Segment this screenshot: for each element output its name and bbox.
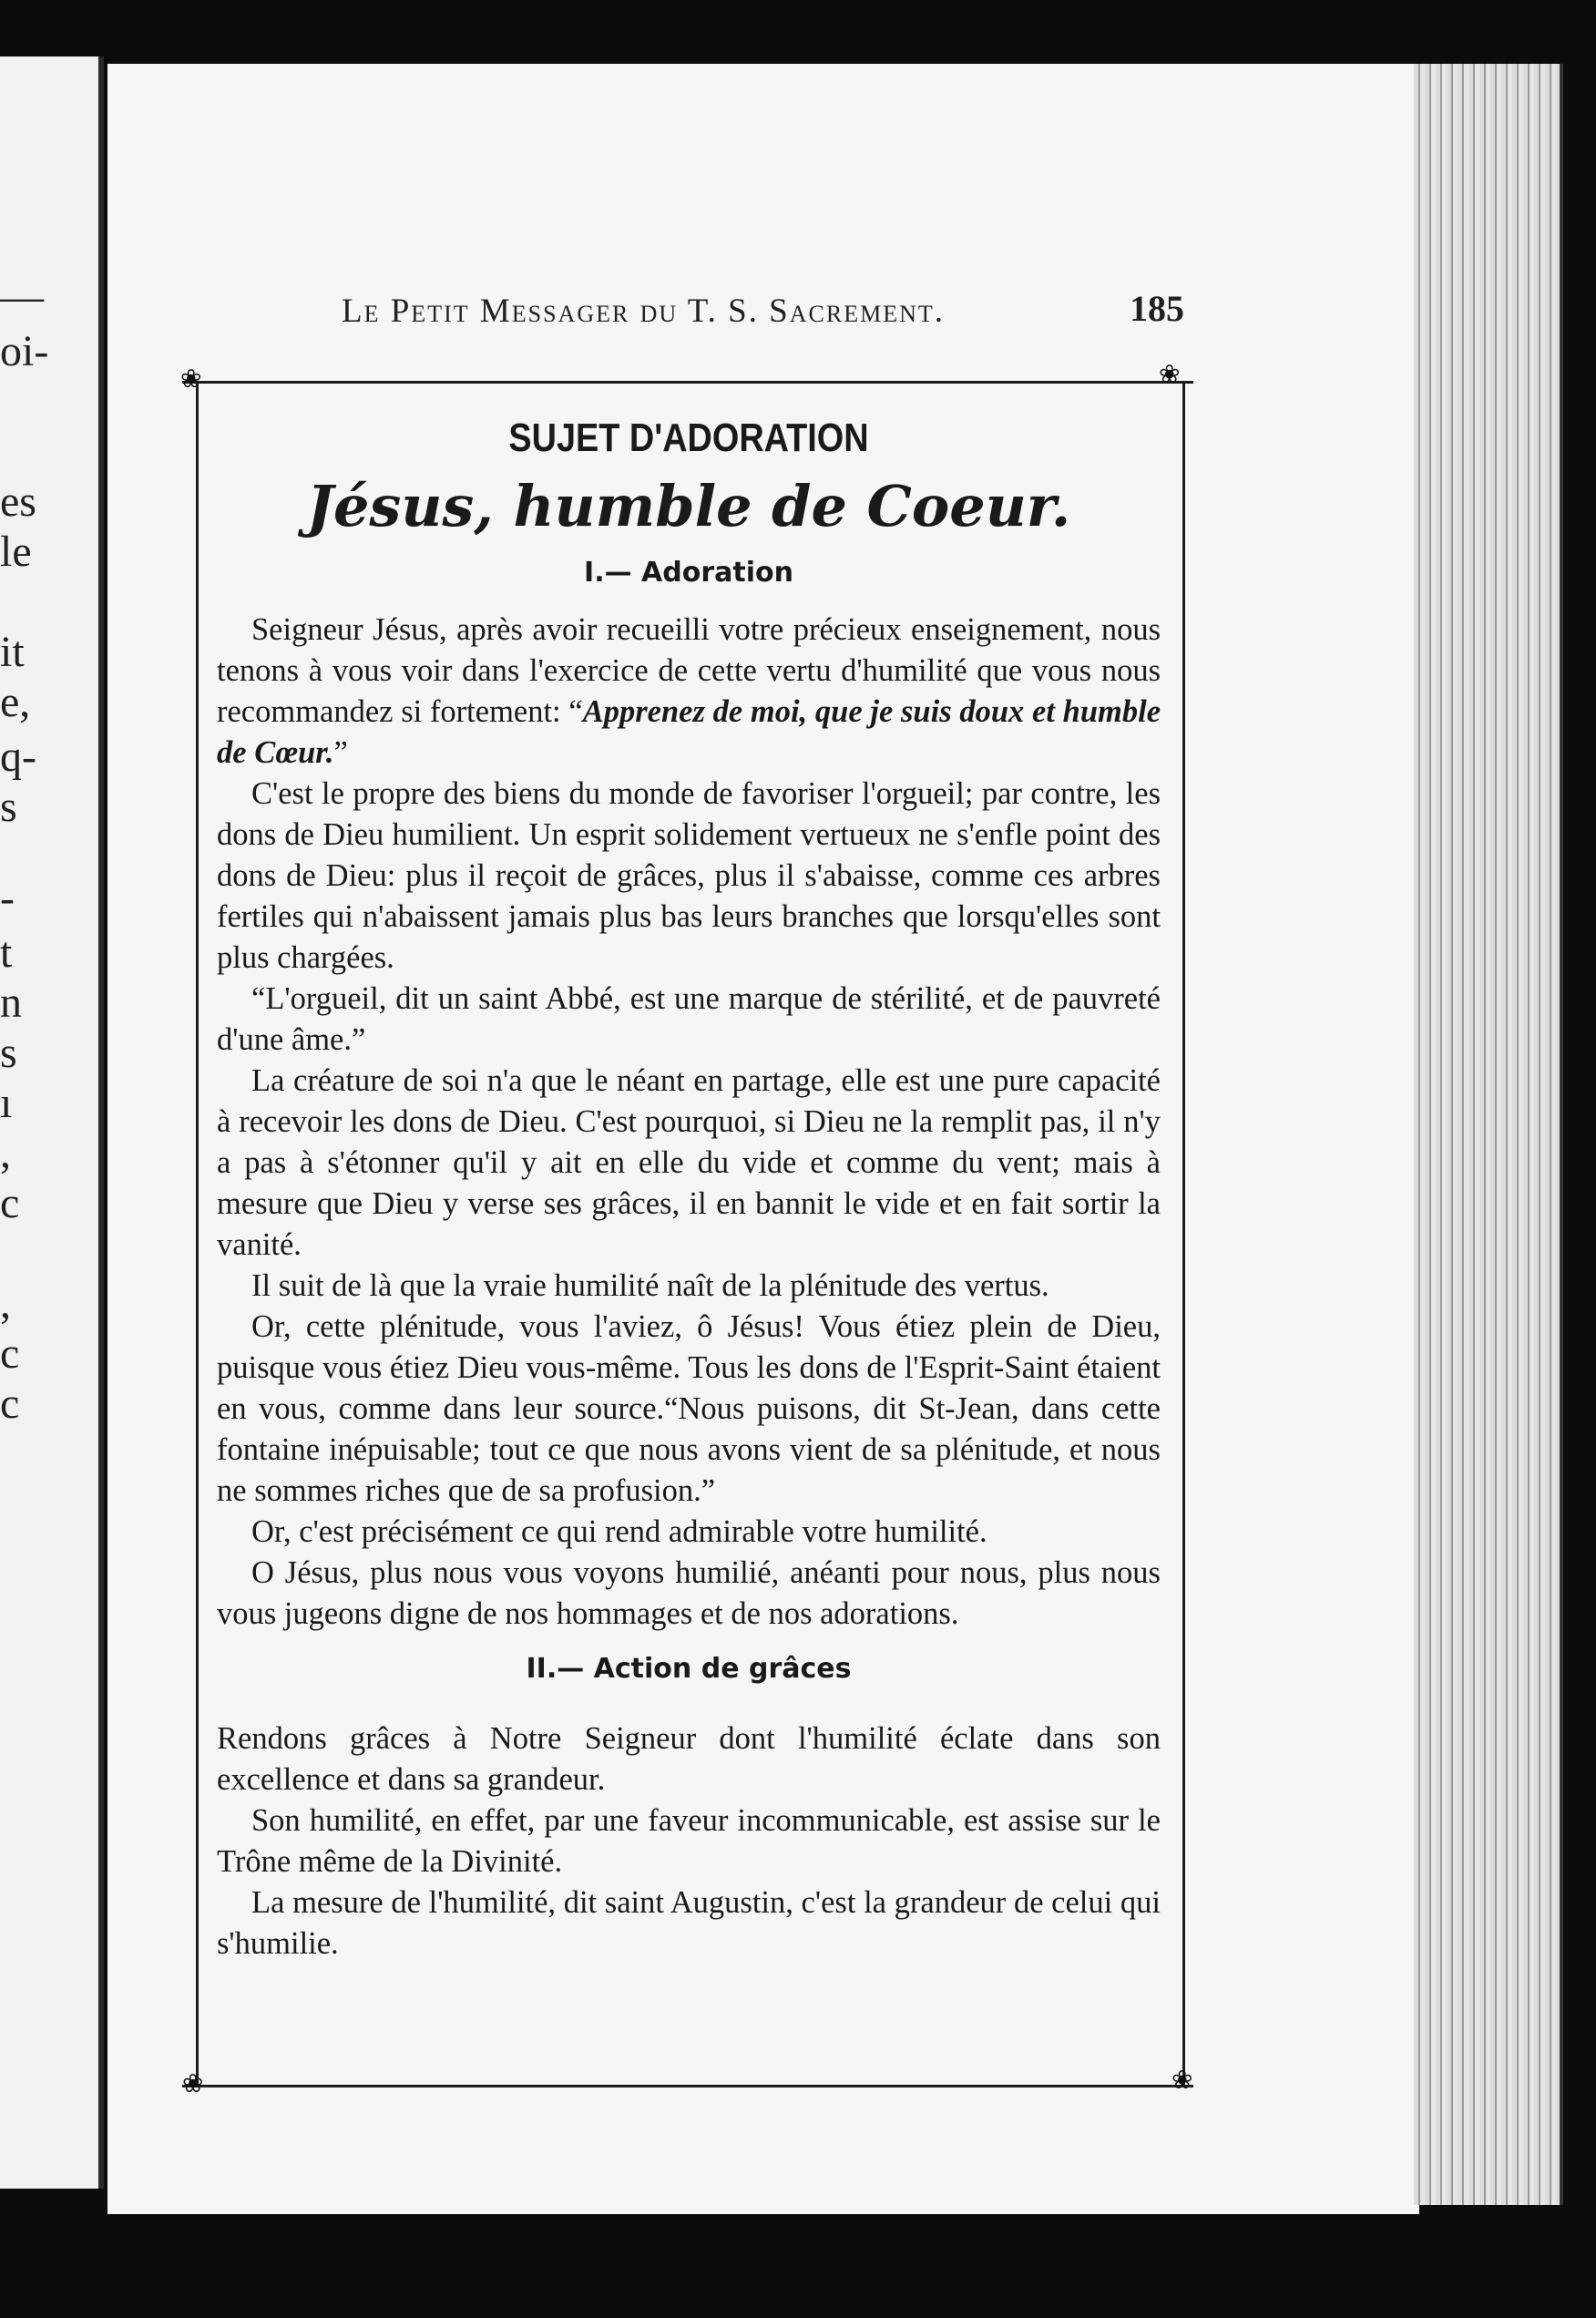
- section-heading-adoration: I.— Adoration: [584, 557, 793, 589]
- paragraph: Rendons grâces à Notre Seigneur dont l'humilité éclate dans son excellence et dans sa grandeur.: [217, 1721, 1161, 1797]
- article-subtitle: Jésus, humble de Coeur.: [306, 473, 1071, 539]
- left-page-fragment: s: [0, 1029, 17, 1077]
- page-number: 185: [1130, 288, 1184, 329]
- paragraph: Il suit de là que la vraie humilité naît de la plénitude des vertus.: [251, 1268, 1049, 1303]
- ornament-icon: ❀: [182, 2070, 204, 2098]
- frame-top-rule: [182, 381, 1193, 384]
- previous-page-edge: [0, 56, 104, 2189]
- paragraph: “L'orgueil, dit un saint Abbé, est une marque de stérilité, et de pauvreté d'une âme.”: [217, 981, 1161, 1057]
- paragraph: Or, cette plénitude, vous l'aviez, ô Jésus! Vous étiez plein de Dieu, puisque vous étiez Dieu vous-même. Tous les dons de l'Esprit-Saint étaient en vous, comme dans leur source.“Nous puisons, dit St-Jean, dans cette fontaine inépuisable; tout ce que nous avons vient de sa plénitude, et nous ne sommes riches que de sa profusion.”: [217, 1309, 1161, 1508]
- paragraph: Son humilité, en effet, par une faveur incommunicable, est assise sur le Trône même de la Divinité.: [217, 1803, 1161, 1879]
- left-page-fragment: s: [0, 783, 17, 831]
- left-page-fragment: c: [0, 1329, 20, 1378]
- left-page-fragment: e,: [0, 678, 31, 726]
- running-head: Le Petit Messager du T. S. Sacrement.: [342, 292, 945, 330]
- left-page-fragment: c: [0, 1380, 20, 1428]
- left-page-fragment: n: [0, 979, 22, 1027]
- left-page-fragment: ı: [0, 1079, 13, 1127]
- frame-bottom-rule: [182, 2085, 1193, 2087]
- page-edge-stack: [1414, 64, 1563, 2205]
- paragraph: Or, c'est précisément ce qui rend admirable votre humilité.: [251, 1514, 987, 1549]
- left-page-fragment: t: [0, 928, 13, 977]
- paragraph: La mesure de l'humilité, dit saint Augustin, c'est la grandeur de celui qui s'humilie.: [217, 1885, 1161, 1961]
- left-page-fragment: ,: [0, 1279, 11, 1328]
- paragraph-text: Seigneur Jésus, après avoir recueilli votre précieux enseignement, nous tenons à vous voir dans l'exercice de cette vertu d'humilité que vous nous recommandez si fortement: “: [217, 612, 1161, 729]
- left-page-fragment: q-: [0, 733, 36, 781]
- ornament-icon: ❀: [1159, 361, 1181, 389]
- left-page-fragment: oi-: [0, 327, 49, 375]
- left-page-fragment: c: [0, 1179, 20, 1227]
- ornament-icon: ❀: [1171, 2067, 1193, 2095]
- left-page-fragment: le: [0, 528, 32, 576]
- article-title: SUJET D'ADORATION: [508, 415, 869, 460]
- left-page-fragment: it: [0, 628, 25, 676]
- left-page-fragment: es: [0, 477, 36, 526]
- left-page-fragment: -: [0, 874, 15, 922]
- paragraph: [217, 610, 1161, 774]
- paragraph: O Jésus, plus nous vous voyons humilié, anéanti pour nous, plus nous vous jugeons digne de nos hommages et de nos adorations.: [217, 1555, 1161, 1631]
- left-page-fragment: ,: [0, 1129, 11, 1177]
- scripture-quote: Apprenez de moi, que je suis doux et humble de Cœur.: [217, 694, 1161, 770]
- ornament-icon: ❀: [180, 365, 202, 394]
- paragraph-text: ”: [333, 735, 348, 770]
- paragraph: C'est le propre des biens du monde de favoriser l'orgueil; par contre, les dons de Dieu humilient. Un esprit solidement vertueux ne s'enfle point des dons de Dieu: plus il reçoit de grâces, plus il s'abaisse, comme ces arbres fertiles qui n'abaissent jamais plus bas leurs branches que lorsqu'elles sont plus chargées.: [217, 776, 1161, 975]
- paragraph: La créature de soi n'a que le néant en partage, elle est une pure capacité à recevoir les dons de Dieu. C'est pourquoi, si Dieu ne la remplit pas, il n'y a pas à s'étonner qu'il y ait en elle du vide et comme du vent; mais à mesure que Dieu y verse ses grâces, il en bannit le vide et en fait sortir la vanité.: [217, 1063, 1161, 1262]
- section-heading-action-de-graces: II.— Action de grâces: [526, 1653, 852, 1685]
- left-page-fragment: —: [0, 272, 44, 321]
- article-body: [217, 415, 1161, 1964]
